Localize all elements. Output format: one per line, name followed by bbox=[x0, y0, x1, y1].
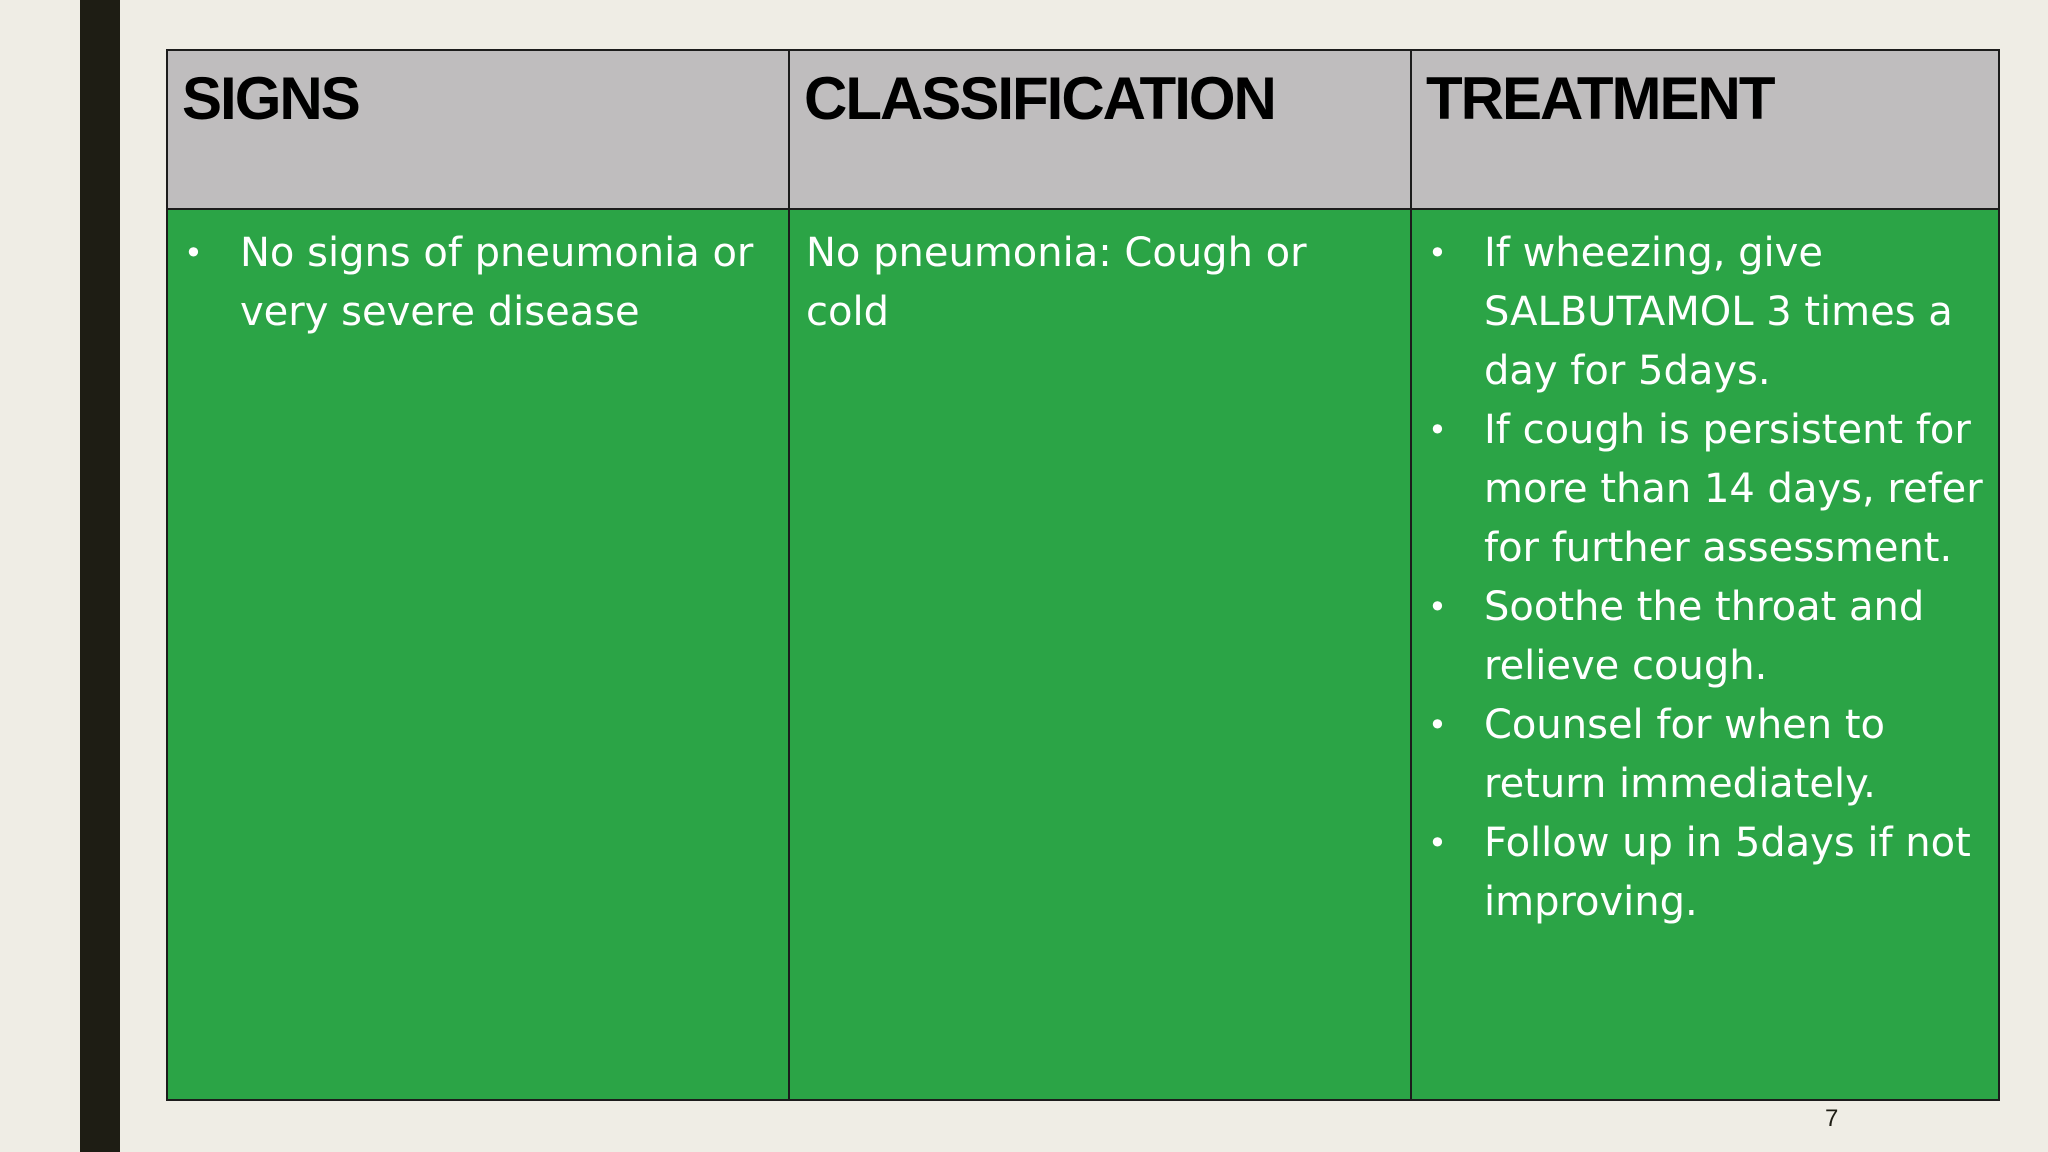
bullet-icon: • bbox=[1428, 411, 1447, 449]
list-item bbox=[1426, 696, 1984, 814]
treatment-item-text: If cough is persistent for more than 14 days, refer for further assessment. bbox=[1484, 407, 1983, 571]
treatment-table bbox=[166, 49, 2000, 1101]
list-item bbox=[1426, 224, 1984, 401]
list-item bbox=[1426, 814, 1984, 932]
page-number: 7 bbox=[1825, 1105, 1839, 1132]
treatment-item-text: Follow up in 5days if not improving. bbox=[1484, 820, 1971, 925]
bullet-icon: • bbox=[1428, 234, 1447, 272]
list-item bbox=[1426, 401, 1984, 578]
table-header-row bbox=[167, 50, 1999, 209]
treatment-item-text: Counsel for when to return immediately. bbox=[1484, 702, 1885, 807]
header-signs: SIGNS bbox=[167, 50, 789, 209]
bullet-icon: • bbox=[1428, 706, 1447, 744]
classification-cell bbox=[789, 209, 1411, 1100]
treatment-cell bbox=[1411, 209, 1999, 1100]
signs-cell bbox=[167, 209, 789, 1100]
signs-list bbox=[182, 224, 774, 342]
list-item bbox=[1426, 578, 1984, 696]
treatment-item-text: If wheezing, give SALBUTAMOL 3 times a day for 5days. bbox=[1484, 230, 1953, 394]
classification-text: No pneumonia: Cough or cold bbox=[806, 230, 1307, 335]
treatment-item-text: Soothe the throat and relieve cough. bbox=[1484, 584, 1925, 689]
treatment-list bbox=[1426, 224, 1984, 932]
signs-item-text: No signs of pneumonia or very severe disease bbox=[240, 230, 754, 335]
bullet-icon: • bbox=[184, 234, 203, 272]
header-treatment: TREATMENT bbox=[1411, 50, 1999, 209]
bullet-icon: • bbox=[1428, 588, 1447, 626]
table-row bbox=[167, 209, 1999, 1100]
left-accent-bar bbox=[80, 0, 120, 1152]
list-item bbox=[182, 224, 774, 342]
bullet-icon: • bbox=[1428, 824, 1447, 862]
header-classification: CLASSIFICATION bbox=[789, 50, 1411, 209]
